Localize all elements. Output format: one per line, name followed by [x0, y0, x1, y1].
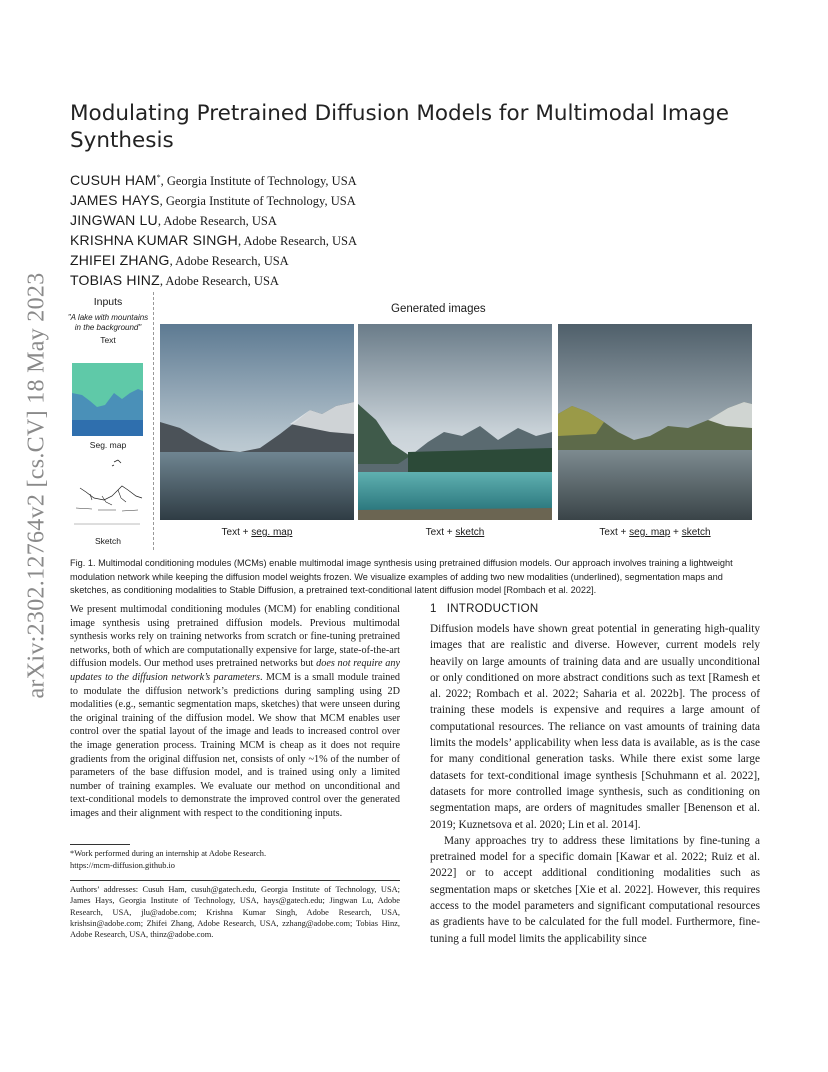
- author-affiliation: , Adobe Research, USA: [169, 254, 289, 269]
- introduction-section: [430, 603, 760, 947]
- author-name: TOBIAS HINZ: [70, 272, 160, 289]
- author-affiliation: , Adobe Research, USA: [157, 214, 277, 229]
- author-affiliation: , Adobe Research, USA: [159, 274, 279, 289]
- inputs-column: [66, 292, 150, 550]
- author-name: KRISHNA KUMAR SINGH: [70, 232, 238, 249]
- figure-divider: [153, 292, 154, 550]
- caption-plus: +: [670, 527, 682, 538]
- caption-prefix: Text +: [221, 527, 252, 538]
- project-url[interactable]: https://mcm-diffusion.github.io: [70, 860, 175, 870]
- caption-modality: seg. map: [629, 527, 671, 538]
- author-addresses: Authors’ addresses: Cusuh Ham, cusuh@gatech.edu, Georgia Institute of Technology, USA; James Hays, Georgia Institute of Technology, USA, hays@gatech.edu; Jingwan Lu, Adobe Research, USA, jlu@adobe.com; Krishna Kumar Singh, Adobe Research, USA, krishsin@adobe.com; Zhifei Zhang, Adobe Research, USA, zzhang@adobe.com; Tobias Hinz, Adobe Research, USA, thinz@adobe.com.: [70, 885, 400, 940]
- segmentation-map-image: [72, 363, 143, 436]
- segmap-water: [72, 420, 143, 436]
- author-line: [70, 191, 670, 211]
- author-line: [70, 231, 670, 251]
- section-heading: [430, 603, 760, 615]
- intro-paragraph: Diffusion models have shown great potential in generating high-quality images that are realistic and diverse. However, current models rely heavily on large amounts of training data and are usually unconditional or only conditioned on more abstract conditions such as text [Ramesh et al. 2022; Rombach et al. 2022; Saharia et al. 2022b]. The process of training these models is expensive and requires a large amount of computational resources. The reliance on vast amounts of training data limits the models’ applicability when less data is available, as is the case for many conditional generation tasks. While there exist some large datasets for text-conditional image synthesis [Schuhmann et al. 2022], datasets for more controlled image synthesis, such as conditioning on segmentation maps, are orders of magnitudes smaller [Benenson et al. 2019; Kuznetsova et al. 2020; Lin et al. 2014].: [430, 623, 760, 831]
- figure-1: [66, 292, 766, 550]
- generated-heading: Generated images: [391, 303, 486, 315]
- generated-image-segmap: [160, 324, 354, 520]
- text-prompt: "A lake with mountains in the background": [67, 313, 149, 332]
- intro-paragraph: Many approaches try to address these limitations by fine-tuning a pretrained model for a specific domain [Kawar et al. 2022; Ruiz et al. 2022] or to accept additional conditioning modalities such as segmentation maps or sketches [Xie et al. 2022]. However, this requires access to the model parameters and significant computational resources as gradients have to be calculated for the full model. Furthermore, fine-tuning a full model limits the applicability since: [430, 834, 760, 945]
- author-name: JINGWAN LU: [70, 212, 158, 229]
- author-line: [70, 251, 670, 271]
- author-line: [70, 211, 670, 231]
- author-line: [70, 271, 670, 291]
- author-name: ZHIFEI ZHANG: [70, 252, 170, 269]
- caption-modality: seg. map: [251, 527, 293, 538]
- generated-image-sketch: [358, 324, 552, 520]
- generated-caption: [358, 527, 552, 538]
- paper-title: Modulating Pretrained Diffusion Models for Multimodal Image Synthesis: [70, 101, 729, 153]
- caption-prefix: Text +: [425, 527, 456, 538]
- footnote: [70, 848, 400, 871]
- caption-prefix: Text +: [599, 527, 630, 538]
- author-name: JAMES HAYS: [70, 192, 160, 209]
- abstract-emphasis: does not require any updates to the diffusion network’s parameters: [70, 658, 400, 683]
- author-mark: *: [156, 173, 161, 182]
- sketch-image: [72, 450, 143, 530]
- abstract: [70, 603, 400, 821]
- sketch-label: Sketch: [95, 536, 121, 546]
- inputs-heading: Inputs: [93, 296, 123, 308]
- abstract-text: . MCM is a small module trained to modulate the diffusion network’s predictions during sampling using 2D modalities (e.g., semantic segmentation maps, sketches) that were unseen during the original training of the diffusion model. We show that MCM enables user control over the spatial layout of the image and leads to increased control over the image generation process. Training MCM is cheap as it does not require gradients from the original diffusion net, consists of only ~1% of the number of parameters of the base diffusion model, and is trained using only a limited number of training examples. We evaluate our method on unconditional and text-conditional models to demonstrate the improved control over the generated images and their alignment with respect to the conditioning inputs.: [70, 671, 400, 819]
- caption-modality: sketch: [681, 527, 711, 538]
- author-name: CUSUH HAM: [70, 172, 157, 189]
- footnote-rule: [70, 844, 130, 845]
- generated-image-segmap-sketch: [558, 324, 752, 520]
- section-title: INTRODUCTION: [446, 603, 539, 615]
- author-list: [70, 168, 670, 291]
- author-affiliation: , Adobe Research, USA: [237, 234, 358, 249]
- segmap-label: Seg. map: [89, 440, 127, 450]
- author-affiliation: , Georgia Institute of Technology, USA: [159, 194, 356, 209]
- figure-caption: Fig. 1. Multimodal conditioning modules (MCMs) enable multimodal image synthesis using pretrained diffusion models. Our approach involves training a lightweight modulation network while keeping the diffusion model weights frozen. We visualize examples of adding two new modalities (underlined), segmentation maps and sketches, as conditioning modalities to Stable Diffusion, a pretrained text-conditional latent diffusion model [Rombach et al. 2022].: [70, 558, 733, 596]
- footnote-internship: *Work performed during an internship at Adobe Research.: [70, 849, 267, 858]
- address-rule: [70, 880, 400, 881]
- caption-modality: sketch: [455, 527, 485, 538]
- generated-caption: [160, 527, 354, 538]
- author-line: [70, 168, 670, 191]
- generated-caption: [558, 527, 752, 538]
- arxiv-stamp: [22, 271, 52, 699]
- author-affiliation: , Georgia Institute of Technology, USA: [160, 174, 357, 189]
- abstract-text: We present multimodal conditioning modules (MCM) for enabling conditional image synthesis using pretrained diffusion models. Previous multimodal synthesis works rely on training networks from scratch or fine-tuning pretrained networks, both of which are computationally expensive for large, state-of-the-art diffusion models. Our method uses pretrained networks but: [70, 604, 400, 670]
- text-label: Text: [100, 335, 116, 345]
- section-number: 1: [430, 603, 437, 615]
- arxiv-stamp-text: arXiv:2302.12764v2 [cs.CV] 18 May 2023: [23, 271, 50, 699]
